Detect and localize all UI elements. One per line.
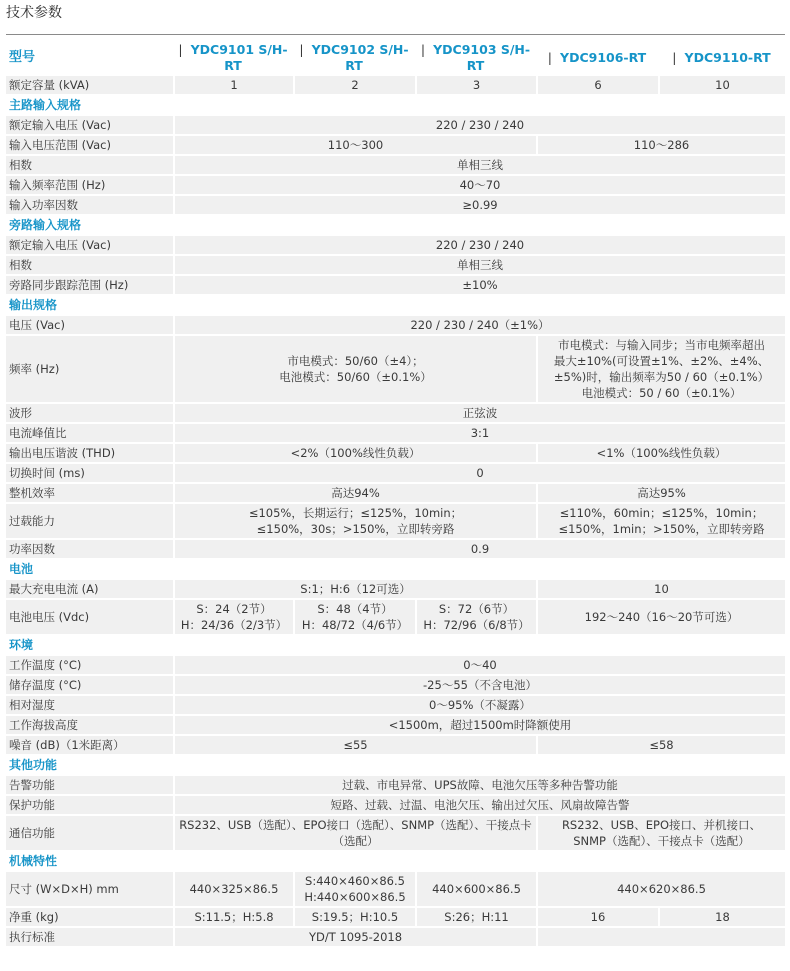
spec-row: [6, 276, 785, 294]
cell: 0～40: [173, 656, 785, 674]
spec-table: [6, 40, 785, 948]
cell: 40～70: [173, 176, 785, 194]
cell: ≤58: [536, 736, 785, 754]
row-label: 执行标准: [6, 928, 173, 946]
cell: <1%（100%线性负载）: [536, 444, 785, 462]
cell: 正弦波: [173, 404, 785, 422]
cell: [536, 336, 785, 402]
section-title: 其他功能: [6, 756, 785, 774]
row-label: 尺寸 (W×D×H) mm: [6, 872, 173, 906]
cell: 220 / 230 / 240: [173, 116, 785, 134]
spec-row: [6, 600, 785, 634]
cell: 0: [173, 464, 785, 482]
cell: [173, 600, 293, 634]
model-name: YDC9106-RT: [560, 50, 647, 65]
cell: 440×325×86.5: [173, 872, 293, 906]
cell-line: S：24（2节）: [196, 602, 272, 616]
section-title: 机械特性: [6, 852, 785, 870]
cell: ≤55: [173, 736, 536, 754]
cell-line: 市电模式：50/60（±4）；: [287, 354, 424, 368]
row-label: 过载能力: [6, 504, 173, 538]
row-label: 频率 (Hz): [6, 336, 173, 402]
spec-row: [6, 928, 785, 946]
spec-row: [6, 316, 785, 334]
cell-line: ≤105%，长期运行；≤125%，10min；: [248, 506, 463, 520]
cell: 440×600×86.5: [415, 872, 536, 906]
cell: [173, 336, 536, 402]
model-3: | YDC9103 S/H-RT: [415, 42, 536, 74]
spec-row: [6, 696, 785, 714]
cell: 3:1: [173, 424, 785, 442]
spec-row: [6, 716, 785, 734]
section-header: [6, 96, 785, 114]
spec-row: [6, 464, 785, 482]
row-label: 电压 (Vac): [6, 316, 173, 334]
row-label: 储存温度 (°C): [6, 676, 173, 694]
cell: 10: [536, 580, 785, 598]
model-2: | YDC9102 S/H-RT: [293, 42, 415, 74]
row-label: 通信功能: [6, 816, 173, 850]
spec-row: [6, 796, 785, 814]
row-label: 相数: [6, 256, 173, 274]
model-1: | YDC9101 S/H-RT: [173, 42, 293, 74]
cell: 220 / 230 / 240（±1%）: [173, 316, 785, 334]
section-title: 输出规格: [6, 296, 785, 314]
row-label: 相数: [6, 156, 173, 174]
row-label: 保护功能: [6, 796, 173, 814]
cell: [536, 816, 785, 850]
row-label: 输入功率因数: [6, 196, 173, 214]
model-name: YDC9102 S/H-RT: [311, 42, 409, 73]
section-title: 环境: [6, 636, 785, 654]
cell: 0～95%（不凝露）: [173, 696, 785, 714]
section-header: [6, 756, 785, 774]
row-label: 相对湿度: [6, 696, 173, 714]
spec-row: [6, 156, 785, 174]
spec-row: [6, 444, 785, 462]
row-label: 额定输入电压 (Vac): [6, 236, 173, 254]
cell: S:11.5；H:5.8: [173, 908, 293, 926]
spec-row: [6, 484, 785, 502]
page-title: 技术参数: [6, 5, 62, 21]
model-name: YDC9101 S/H-RT: [190, 42, 288, 73]
cell-line: 最大±10%(可设置±1%、±2%、±4%、: [553, 354, 770, 368]
cell: [173, 504, 536, 538]
cell: ±10%: [173, 276, 785, 294]
row-label: 噪音 (dB)（1米距离）: [6, 736, 173, 754]
spec-row: [6, 908, 785, 926]
cell-line: H:440×600×86.5: [304, 890, 406, 904]
spec-row: [6, 116, 785, 134]
cell: [293, 600, 415, 634]
model-name: YDC9110-RT: [684, 50, 771, 65]
row-label: 功率因数: [6, 540, 173, 558]
cell-line: ≤150%，30s；>150%，立即转旁路: [256, 522, 455, 536]
spec-row: [6, 676, 785, 694]
cell-line: 市电模式：与输入同步；当市电频率超出: [558, 338, 765, 352]
cell: 110～300: [173, 136, 536, 154]
spec-row: [6, 816, 785, 850]
row-label: 电池电压 (Vdc): [6, 600, 173, 634]
section-header: [6, 636, 785, 654]
model-label: 型号: [6, 42, 173, 74]
cell: -25～55（不含电池）: [173, 676, 785, 694]
cell-line: H：72/96（6/8节）: [423, 618, 530, 632]
title-divider: [6, 34, 785, 35]
cell: 短路、过载、过温、电池欠压、输出过欠压、风扇故障告警: [173, 796, 785, 814]
cell: ≥0.99: [173, 196, 785, 214]
cell: 18: [658, 908, 785, 926]
spec-row: [6, 580, 785, 598]
cell-line: H：24/36（2/3节）: [180, 618, 288, 632]
row-label: 整机效率: [6, 484, 173, 502]
spec-row: [6, 872, 785, 906]
spec-row: [6, 176, 785, 194]
row-label: 旁路同步跟踪范围 (Hz): [6, 276, 173, 294]
spec-row: [6, 256, 785, 274]
row-label: 净重 (kg): [6, 908, 173, 926]
cell: [536, 928, 785, 946]
section-header: [6, 296, 785, 314]
row-label: 电流峰值比: [6, 424, 173, 442]
spec-row: [6, 776, 785, 794]
cell-line: RS232、USB、EPO接口、并机接口、: [561, 818, 762, 832]
section-header: [6, 560, 785, 578]
cell: RS232、USB（选配）、EPO接口（选配）、SNMP（选配）、干接点卡（选配）: [173, 816, 536, 850]
cell-line: ≤150%，1min；>150%，立即转旁路: [558, 522, 765, 536]
cell: <1500m，超过1500m时降额使用: [173, 716, 785, 734]
spec-row: [6, 424, 785, 442]
cell-line: S：72（6节）: [438, 602, 515, 616]
spec-row: [6, 136, 785, 154]
cell: 单相三线: [173, 256, 785, 274]
cell: 220 / 230 / 240: [173, 236, 785, 254]
spec-row: [6, 540, 785, 558]
model-4: | YDC9106-RT: [536, 42, 658, 74]
section-title: 主路输入规格: [6, 96, 785, 114]
cell-line: 电池模式：50 / 60（±0.1%）: [581, 386, 742, 400]
cell: [293, 872, 415, 906]
section-header: [6, 216, 785, 234]
row-label: 工作海拔高度: [6, 716, 173, 734]
cell-line: 电池模式：50/60（±0.1%）: [279, 370, 432, 384]
row-label: 告警功能: [6, 776, 173, 794]
spec-row: [6, 504, 785, 538]
spec-row: [6, 736, 785, 754]
row-label: 输入电压范围 (Vac): [6, 136, 173, 154]
cell: [536, 504, 785, 538]
cell: S:1；H:6（12可选）: [173, 580, 536, 598]
cell: 2: [293, 76, 415, 94]
cell: YD/T 1095-2018: [173, 928, 536, 946]
section-title: 旁路输入规格: [6, 216, 785, 234]
cell: <2%（100%线性负载）: [173, 444, 536, 462]
cell: 192～240（16～20节可选）: [536, 600, 785, 634]
cell: 0.9: [173, 540, 785, 558]
row-label: 波形: [6, 404, 173, 422]
cell-line: SNMP（选配）、干接点卡（选配）: [573, 834, 750, 848]
section-title: 电池: [6, 560, 785, 578]
cell: 10: [658, 76, 785, 94]
rated-capacity-row: [6, 76, 785, 94]
row-label: 最大充电电流 (A): [6, 580, 173, 598]
cell: 3: [415, 76, 536, 94]
model-row: [6, 42, 785, 74]
cell: 高达95%: [536, 484, 785, 502]
cell: 1: [173, 76, 293, 94]
row-label: 额定输入电压 (Vac): [6, 116, 173, 134]
cell: 110～286: [536, 136, 785, 154]
spec-row: [6, 236, 785, 254]
spec-row: [6, 404, 785, 422]
row-label: 工作温度 (°C): [6, 656, 173, 674]
row-label: 输出电压谐波 (THD): [6, 444, 173, 462]
cell: 16: [536, 908, 658, 926]
cell-line: H：48/72（4/6节）: [301, 618, 409, 632]
spec-row: [6, 656, 785, 674]
cell: 高达94%: [173, 484, 536, 502]
cell: [415, 600, 536, 634]
spec-row: [6, 336, 785, 402]
cell: S:19.5；H:10.5: [293, 908, 415, 926]
cell: 单相三线: [173, 156, 785, 174]
cell: S:26；H:11: [415, 908, 536, 926]
cell-line: ≤110%，60min；≤125%，10min；: [559, 506, 764, 520]
cell: 6: [536, 76, 658, 94]
model-5: | YDC9110-RT: [658, 42, 785, 74]
cell: 过载、市电异常、UPS故障、电池欠压等多种告警功能: [173, 776, 785, 794]
cell-line: S:440×460×86.5: [305, 874, 405, 888]
model-name: YDC9103 S/H-RT: [433, 42, 531, 73]
row-label: 输入频率范围 (Hz): [6, 176, 173, 194]
section-header: [6, 852, 785, 870]
cell-line: ±5%)时，输出频率为50 / 60（±0.1%）: [553, 370, 770, 384]
spec-row: [6, 196, 785, 214]
row-label: 切换时间 (ms): [6, 464, 173, 482]
cell: 440×620×86.5: [536, 872, 785, 906]
row-label: 额定容量 (kVA): [6, 76, 173, 94]
cell-line: S：48（4节）: [317, 602, 393, 616]
